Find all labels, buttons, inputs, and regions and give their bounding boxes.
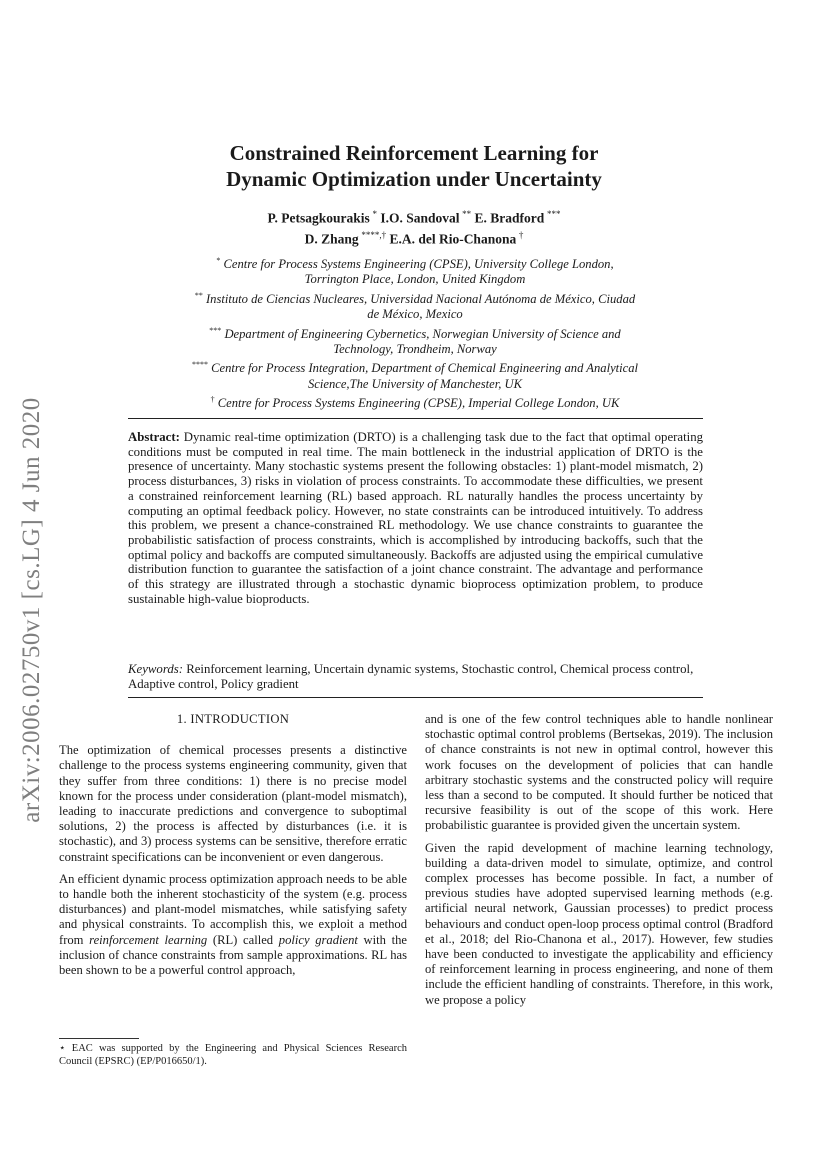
affiliation-item <box>190 253 640 288</box>
section-heading: 1. INTRODUCTION <box>176 712 290 726</box>
title-line-2: Dynamic Optimization under Uncertainty <box>226 167 602 191</box>
affiliation-text: Department of Engineering Cybernetics, Norwegian University of Science and Technology, Trondheim, Norway <box>224 326 621 357</box>
affiliation-item <box>190 392 640 411</box>
title-line-1: Constrained Reinforcement Learning for <box>229 141 599 165</box>
abstract-text: Dynamic real-time optimization (DRTO) is a challenging task due to the fact that optimal operating conditions must be computed in real time. The main bottleneck in the industrial application of DRTO is the presence of uncertainty. Many stochastic systems present the following obstacles: 1) plant-model mismatch, 2) process disturbances, 3) risks in violation of process constraints. To accommodate these difficulties, we present a constrained reinforcement learning (RL) based approach. RL naturally handles the process uncertainty by computing an optimal feedback policy. However, no state constraints can be introduced intuitively. To address this problem, we present a chance-constrained RL methodology. We use chance constraints to guarantee the probabilistic satisfaction of process constraints, which is accomplished by introducing backoffs, such that the optimal policy and backoffs are computed simultaneously. Backoffs are adjusted using the empirical cumulative distribution function to guarantee the satisfaction of a joint chance constraint. The advantage and performance of this strategy are illustrated through a stochastic dynamic bioprocess optimization problem, to produce sustainable high-value bioproducts. <box>128 430 703 606</box>
author-line-2 <box>130 227 698 248</box>
author-name: P. Petsagkourakis <box>267 210 370 226</box>
keywords <box>128 662 703 692</box>
keywords-bottom-rule <box>128 697 703 698</box>
affiliation-text: Centre for Process Integration, Department of Chemical Engineering and Analytical Science,The University of Manchester, UK <box>211 361 639 391</box>
affiliation-mark: *** <box>209 325 222 335</box>
text-run: An efficient dynamic process optimization approach needs to be able to handle both the inherent stochasticity of the system (e.g. process disturbances) and plant-model mismatches, while satisfying safety and physical constraints. To accomplish this, we exploit a method from <box>59 871 407 947</box>
right-column <box>425 712 773 1015</box>
author-mark: * <box>372 209 377 219</box>
text-run: (RL) called <box>207 932 279 947</box>
intro-paragraph-1: The optimization of chemical processes presents a distinctive challenge to the process systems engineering community, given that they suffer from three conditions: 1) there is no precise model known for the process under consideration (plant-model mismatch), leading to inaccurate predictions and convergence to suboptimal solutions, 2) the process is affected by disturbances (i.e. it is stochastic), and 3) process systems can be sensitive, therefore erratic constraint specifications can be inconvenient or even dangerous. <box>59 743 407 864</box>
affiliation-item <box>190 288 640 323</box>
text-run: with the inclusion of chance constraints from sample approximations. RL has been shown to be a powerful control approach, <box>59 932 407 978</box>
author-name: E.A. del Rio-Chanona <box>389 231 517 246</box>
left-column <box>59 712 407 985</box>
footnote: ⋆ EAC was supported by the Engineering and Physical Sciences Research Council (EPSRC) (EP/P016650/1). <box>59 1043 407 1067</box>
keywords-label: Keywords: <box>128 662 183 676</box>
author-mark: ****,† <box>361 229 387 240</box>
affiliation-mark: * <box>216 256 221 265</box>
affiliation-text: Centre for Process Systems Engineering (CPSE), University College London, Torrington Place, London, United Kingdom <box>223 257 614 287</box>
affiliation-mark: **** <box>191 360 208 370</box>
arxiv-identifier-text: arXiv:2006.02750v1 [cs.LG] 4 Jun 2020 <box>18 397 45 823</box>
keywords-text: Reinforcement learning, Uncertain dynamic systems, Stochastic control, Chemical process control, Adaptive control, Policy gradient <box>128 662 694 691</box>
abstract-label: Abstract: <box>128 430 180 444</box>
author-line-1 <box>130 206 698 227</box>
emphasis-term: reinforcement learning <box>89 932 208 947</box>
intro-paragraph-3: and is one of the few control techniques able to handle nonlinear stochastic optimal control problems (Bertsekas, 2019). The inclusion of chance constraints is not new in optimal control, however this work focuses on the development of policies that can handle arbitrary stochastic systems and the constructed policy will require less than a second to be computed. It should further be noticed that recursive feasibility is out of the scope of this work. Here probabilistic guarantee is provided given the uncertain system. <box>425 712 773 833</box>
abstract-top-rule <box>128 418 703 419</box>
affiliation-item <box>190 357 640 392</box>
author-name: D. Zhang <box>304 231 359 246</box>
affiliation-text: Centre for Process Systems Engineering (CPSE), Imperial College London, UK <box>217 396 620 411</box>
author-name: I.O. Sandoval <box>380 210 460 226</box>
arxiv-identifier-stamp <box>12 375 52 845</box>
author-mark: † <box>518 229 524 240</box>
intro-paragraph-4: Given the rapid development of machine learning technology, building a data-driven model to simulate, optimize, and control complex processes has become possible. In fact, a number of previous studies have adopted supervised learning methods (e.g. artificial neural network, Gaussian processes) to predict process behaviours and conduct open-loop process optimal control (Bradford et al., 2018; del Rio-Chanona et al., 2017). However, few studies have been conducted to investigate the applicability and efficiency of reinforcement learning in process engineering, and none of them include the efficient handling of constraints. Therefore, in this work, we propose a policy <box>425 840 773 1007</box>
affiliation-text: Instituto de Ciencias Nucleares, Universidad Nacional Autónoma de México, Ciudad de México, Mexico <box>205 291 636 322</box>
affiliation-mark: ** <box>194 290 203 300</box>
affiliation-mark: † <box>210 395 215 405</box>
emphasis-term: policy gradient <box>278 932 358 947</box>
abstract <box>128 430 703 606</box>
affiliation-item <box>190 323 640 358</box>
affiliation-list <box>190 253 640 412</box>
author-list <box>130 206 698 247</box>
footnote-rule <box>59 1038 139 1039</box>
paper-title <box>130 140 698 192</box>
author-name: E. Bradford <box>474 210 545 226</box>
author-mark: *** <box>547 209 561 219</box>
intro-paragraph-2 <box>59 872 407 978</box>
author-mark: ** <box>462 209 472 219</box>
